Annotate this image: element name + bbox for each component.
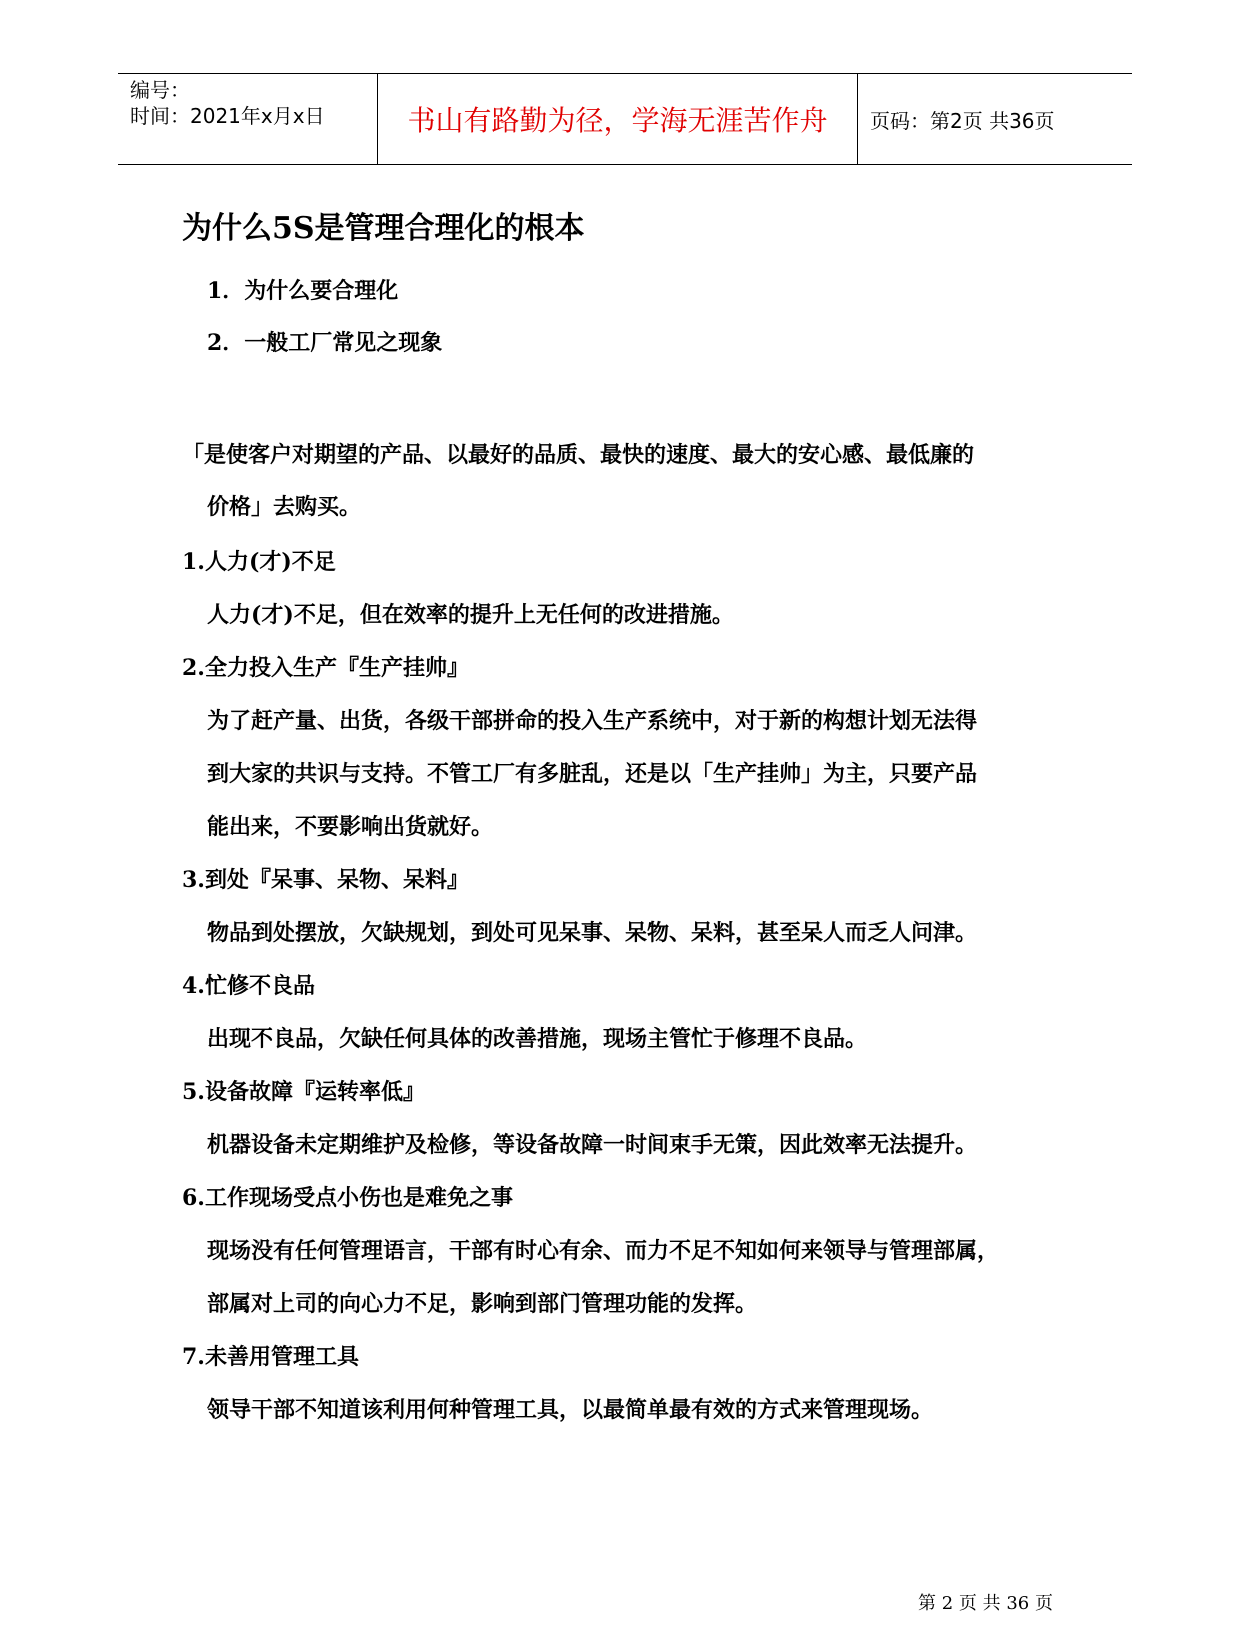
item-body: 机器设备未定期维护及检修，等设备故障一时间束手无策，因此效率无法提升。 xyxy=(207,1132,978,1158)
item-heading: 7.未善用管理工具 xyxy=(182,1344,359,1370)
item-body: 部属对上司的向心力不足，影响到部门管理功能的发挥。 xyxy=(207,1291,758,1317)
item-heading: 6.工作现场受点小伤也是难免之事 xyxy=(182,1185,513,1211)
header-motto: 书山有路勤为径，学海无涯苦作舟 xyxy=(378,74,858,164)
outline-item: 1．为什么要合理化 xyxy=(207,278,399,304)
intro-line: 价格」去购买。 xyxy=(207,494,362,520)
item-heading: 5.设备故障『运转率低』 xyxy=(182,1079,425,1105)
item-body: 到大家的共识与支持。不管工厂有多脏乱，还是以「生产挂帅」为主，只要产品 xyxy=(207,761,978,787)
document-title: 为什么5S是管理合理化的根本 xyxy=(182,211,585,246)
item-body: 领导干部不知道该利用何种管理工具，以最简单最有效的方式来管理现场。 xyxy=(207,1397,934,1423)
item-body: 能出来，不要影响出货就好。 xyxy=(207,814,494,840)
intro-line: 「是使客户对期望的产品、以最好的品质、最快的速度、最大的安心感、最低廉的 xyxy=(182,442,975,468)
time-label: 时间：2021年x月x日 xyxy=(130,104,325,128)
item-body: 人力(才)不足，但在效率的提升上无任何的改进措施。 xyxy=(207,602,734,628)
header-meta xyxy=(118,74,378,164)
item-heading: 4.忙修不良品 xyxy=(182,973,315,999)
page-footer: 第 2 页 共 36 页 xyxy=(918,1593,1053,1614)
item-body: 出现不良品，欠缺任何具体的改善措施，现场主管忙于修理不良品。 xyxy=(207,1026,868,1052)
number-label: 编号： xyxy=(130,78,190,102)
item-body: 现场没有任何管理语言，干部有时心有余、而力不足不知如何来领导与管理部属， xyxy=(207,1238,1000,1264)
page-header xyxy=(118,73,1132,165)
item-heading: 1.人力(才)不足 xyxy=(182,549,336,575)
item-body: 为了赶产量、出货，各级干部拼命的投入生产系统中，对于新的构想计划无法得 xyxy=(207,708,978,734)
item-heading: 3.到处『呆事、呆物、呆料』 xyxy=(182,867,469,893)
item-body: 物品到处摆放，欠缺规划，到处可见呆事、呆物、呆料，甚至呆人而乏人问津。 xyxy=(207,920,978,946)
item-heading: 2.全力投入生产『生产挂帅』 xyxy=(182,655,469,681)
header-page-label: 页码：第2页 共36页 xyxy=(870,108,1055,133)
outline-item: 2．一般工厂常见之现象 xyxy=(207,330,443,356)
